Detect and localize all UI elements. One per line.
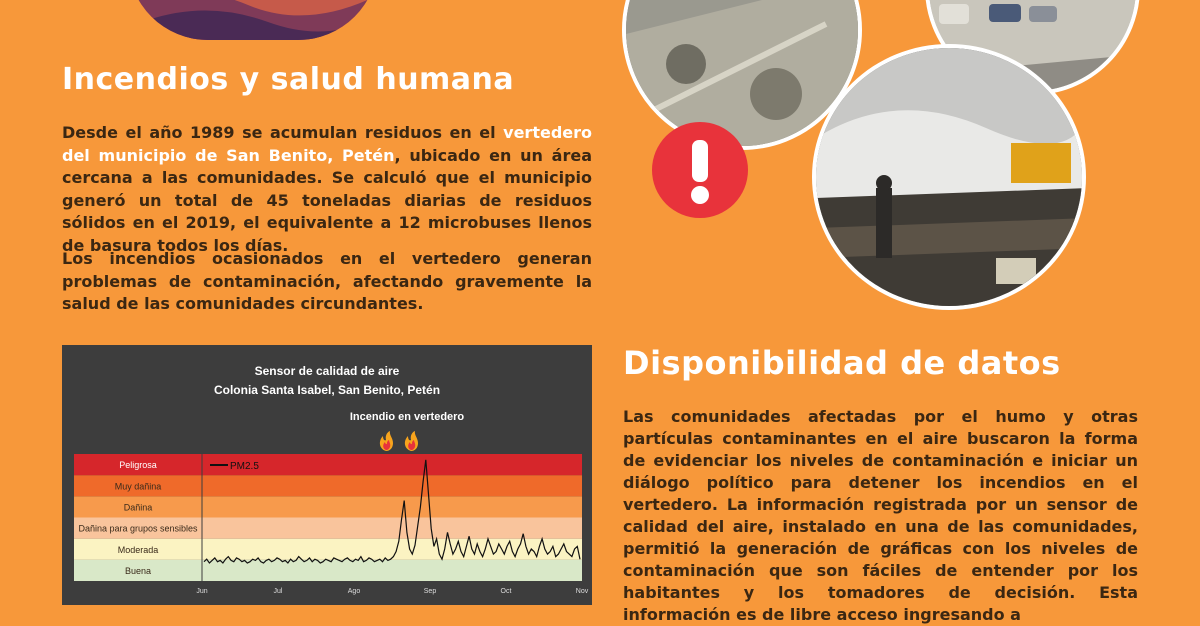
data-title: Disponibilidad de datos — [623, 344, 1061, 382]
x-tick-label: Sep — [423, 588, 437, 595]
top-illustration — [128, 0, 378, 40]
x-tick-label: Jun — [196, 588, 208, 595]
alert-badge — [652, 122, 748, 218]
health-title: Incendios y salud humana — [62, 62, 515, 97]
chart-subtitle: Colonia Santa Isabel, San Benito, Petén — [213, 383, 441, 397]
fire-icon — [405, 431, 418, 451]
air-quality-chart — [62, 345, 592, 605]
aqi-band-label: Muy dañina — [114, 481, 162, 492]
x-tick-label: Oct — [500, 588, 512, 595]
x-axis-ticks — [196, 588, 588, 595]
fire-icon — [380, 431, 393, 451]
aqi-band-label: Moderada — [117, 544, 159, 555]
health-p1-text-b: , ubicado en un área cercana a las comunidades. Se calculó que el municipio generó un total de 45 toneladas diarias de residuos sólidos en el 2019, el equivalente a 12 microbuses llenos de basura todos los días. — [62, 145, 592, 255]
aqi-band-label: Buena — [124, 565, 152, 576]
aqi-band-label: Dañina — [123, 502, 153, 513]
aqi-band-label: Peligrosa — [119, 460, 157, 471]
x-tick-label: Jul — [273, 588, 283, 595]
aqi-bands — [74, 454, 582, 581]
data-paragraph: Las comunidades afectadas por el humo y otras partículas contaminantes en el aire buscaron la forma de evidenciar los niveles de contaminación e iniciar un diálogo político para detener los incendios en el vertedero. La información registrada por un sensor de calidad del aire, instalado en una de las comunidades, permitió la generación de gráficas con los niveles de contaminación que son fáciles de entender por los habitantes y los tomadores de decisión. Esta información es de libre acceso ingresando a — [623, 407, 1138, 624]
chart-title: Sensor de calidad de aire — [254, 364, 400, 378]
health-paragraph-2: Los incendios ocasionados en el vertedero generan problemas de contaminación, afectando gravemente la salud de las comunidades circundantes. — [62, 249, 592, 313]
chart-annotation: Incendio en vertedero — [349, 411, 465, 423]
exclamation-icon — [652, 122, 748, 218]
chart-svg — [62, 345, 592, 605]
photo-landfill-fire — [812, 44, 1086, 310]
legend-label: PM2.5 — [230, 461, 259, 472]
landfill-fire-art — [816, 48, 1086, 310]
x-tick-label: Ago — [347, 588, 361, 595]
x-tick-label: Nov — [575, 588, 589, 595]
illustration-art — [128, 0, 378, 40]
vertedero-link[interactable]: vertedero del municipio de San Benito, Petén — [62, 123, 592, 165]
health-p1-text-a: Desde el año 1989 se acumulan residuos en el — [62, 123, 504, 142]
aqi-band-label: Dañina para grupos sensibles — [78, 523, 198, 534]
health-paragraph-1 — [62, 122, 592, 257]
